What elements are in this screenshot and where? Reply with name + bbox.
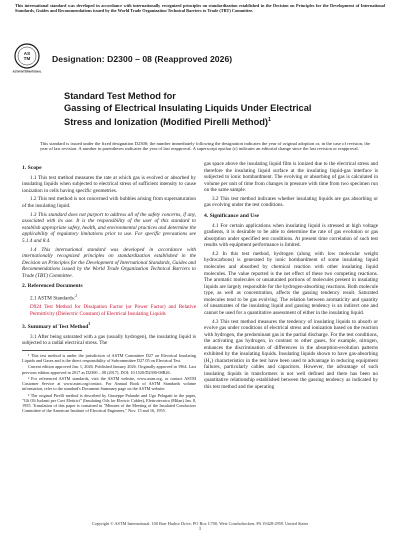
title-line-1: Standard Test Method for	[64, 91, 176, 101]
paragraph-4-1: 4.1 For certain applications when insulating liquid is stressed at high voltage gradients, it is desirable to be able to determine the rate of gas evolution or gas absorption under specified test conditions. At present time correlation of such test results with equipment performance is limited.	[204, 222, 378, 249]
page-number: 1	[198, 527, 202, 532]
reference-code-link[interactable]: D924	[30, 304, 42, 311]
title-footnote-marker: 1	[268, 116, 272, 123]
footnote-divider	[22, 350, 82, 351]
paragraph-3-2: 3.2 This test method indicates whether insulating liquids are gas absorbing or gas evolving under the test conditions.	[204, 195, 378, 209]
footnotes	[22, 353, 196, 414]
footnote-marker-3: 3	[88, 322, 91, 327]
title-line-3-text: Stress and Ionization (Modified Pirelli Method)	[64, 116, 269, 127]
title-line-3	[64, 115, 364, 129]
paragraph-1-4: 1.4 This international standard was developed in accordance with internationally recognized principles on standardization established in the Decision on Principles for the Development of International Standards, Guides and Recommendations issued by the World Trade Organization Technical Barriers to Trade (TBT) Committee.	[22, 246, 196, 279]
logo-text: ASTM INTERNATIONAL	[12, 70, 42, 74]
paragraph-1-1: 1.1 This test method measures the rate at which gas is evolved or absorbed by insulating liquids when subjected to electrical stress of sufficient intensity to cause ionization in cells having specific geometries.	[22, 174, 196, 194]
svg-text:TM: TM	[23, 55, 31, 61]
footnote-3: ³ The original Pirelli method is described by Giuseppe Palandri and Ugo Pelagatti in the paper, "Gli Oli Isolanti per Cavi Elettrici" (Insulating Oils for Electric Cables), Elettrotecnica (Milan) Jan. 8, 1955. Translation of this paper is contained in "Minutes of the Meeting of the Insulated Conductors Committee of the American Institute of Electrical Engineers," Nov. 15 and 16, 1955.	[22, 392, 196, 414]
left-column	[22, 161, 196, 415]
paragraph-3-1: 3.1 After being saturated with a gas (usually hydrogen), the insulating liquid is subjected to a radial electrical stress. The	[22, 333, 196, 347]
paragraph-2-1	[22, 293, 196, 302]
designation: Designation: D2300 – 08 (Reapproved 2026)	[52, 54, 233, 64]
paragraph-1-3: 1.3 This standard does not purport to address all of the safety concerns, if any, associated with its use. It is the responsibility of the user of this standard to establish appropriate safety, health, and environmental practices and determine the applicability of regulatory limitations prior to use. For specific precautions see 5.1.4 and 8.4.	[22, 211, 196, 244]
tbt-notice: This international standard was developed in accordance with internationally recognized principles on standardization established in the Decision on Principles for the Development of International Standards, Guides and Recommendations issued by the World Trade Organization Technical Barriers to Trade (TBT) Committee.	[15, 3, 385, 14]
paragraph-4-2: 4.2 In this test method, hydrogen (along with low molecular weight hydrocarbons) is generated by ionic bombardment of some insulating liquid molecules and absorbed by chemical reaction with other insulating liquid molecules. The value reported is the net effect of these two competing reactions. The aromatic molecules or unsaturated portions of molecules present in insulating liquids are largely responsible for the hydrogen-absorbing reactions. Both molecule type, as well as concentration, affects the gassing tendency result. Saturated molecules tend to be gas evolving. The relation between aromaticity and quantity of unsaturates of the insulating liquid and gassing tendency is an indirect one and cannot be used for a quantitative assessment of either in the insulating liquid.	[204, 250, 378, 316]
reference-d924[interactable]	[22, 304, 196, 317]
section-heading-referenced-documents: 2. Referenced Documents	[22, 283, 83, 290]
paragraph-1-2: 1.2 This test method is not concerned with bubbles arising from supersaturation of the insulating liquid.	[22, 196, 196, 209]
footnote-1: ¹ This test method is under the jurisdiction of ASTM Committee D27 on Electrical Insulating Liquids and Gases and is the direct responsibility of Subcommittee D27.05 on Electrical Test.	[22, 352, 196, 363]
issuance-statement: This standard is issued under the fixed designation D2300; the number immediately following the designation indicates the year of original adoption or, in the case of revision, the year of last revision. A number in parentheses indicates the year of last reapproval. A superscript epsilon (ε) indicates an editorial change since the last revision or reapproval.	[40, 141, 370, 152]
astm-logo-icon	[14, 42, 40, 74]
paragraph-4-3: 4.3 This test method measures the tendency of insulating liquids to absorb or evolve gas under conditions of electrical stress and ionization based on the reaction with hydrogen, the predominant gas in the partial discharge. For the test conditions, the activating gas hydrogen, in contrast to other gases, for example, nitrogen, enhances the discrimination of differences in the absorption-evolution patterns exhibited by the insulating liquids. Insulating liquids shown to have gas-absorbing (H₂) characteristics in the test have been used to advantage in reducing equipment failures, particularly cables and capacitors. However, the advantage of such insulating liquids in transformers is not well defined and there has been no quantitative relationship established between the gassing tendency as indicated by this test method and the operating	[204, 318, 378, 391]
summary-heading-text: 3. Summary of Test Method	[22, 324, 89, 331]
footnote-1-edition: Current edition approved Jan. 1, 2026. Published January 2026. Originally approved in 1964. Last previous edition approved in 2017 as D2300 – 08 (2017). DOI: 10.1520/D2300-08R26.	[22, 364, 196, 375]
right-column	[204, 161, 378, 393]
section-heading-significance: 4. Significance and Use	[204, 213, 260, 220]
section-heading-summary	[22, 321, 196, 330]
section-heading-scope: 1. Scope	[22, 165, 42, 171]
reference-title-link[interactable]: Test Method for Dissipation Factor (or Power Factor) and Relative Permittivity (Dielectric Constant) of Electrical Insulating Liquids	[30, 304, 197, 317]
page-title	[64, 91, 364, 128]
astm-standards-label: 2.1 ASTM Standards:	[30, 295, 76, 302]
copyright-footer: Copyright © ASTM International, 100 Barr Harbor Drive, PO Box C700, West Conshohocken, PA 19428-2959. United States	[91, 521, 309, 526]
paragraph-3-1-continued: gas space above the insulating liquid film is ionized due to the electrical stress and therefore the insulating liquid surface at the insulating liquid-gas interface is subjected to ionic bombardment. The evolving or absorbing of gas is calculated in volume per unit of time from changes in pressure with time from two specimen run on the same sample.	[204, 161, 378, 194]
footnote-2: ² For referenced ASTM standards, visit the ASTM website, www.astm.org, or contact ASTM Customer Service at www.astm.org/contact. For Annual Book of ASTM Standards volume information, refer to the standard's Document Summary page on the ASTM website.	[22, 376, 196, 392]
svg-text:AS: AS	[23, 50, 31, 56]
footnote-marker-2: 2	[75, 293, 77, 298]
title-line-2: Gassing of Electrical Insulating Liquids Under Electrical	[64, 102, 312, 113]
